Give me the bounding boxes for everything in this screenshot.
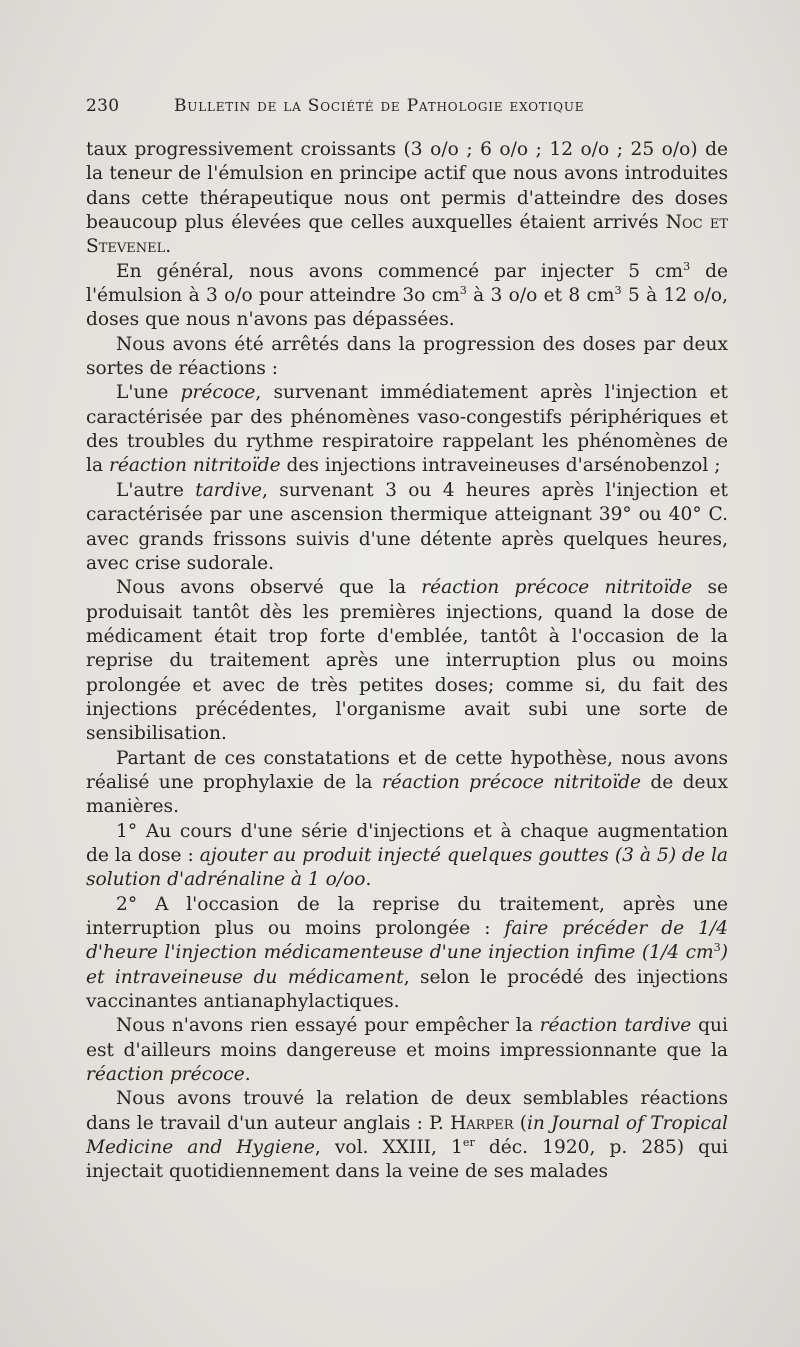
superscript: 3 [683,259,691,273]
paragraph-11 [86,1087,728,1184]
paragraph-7-text: de deux manières. [86,771,728,818]
paragraph-6-text: se produisait tantôt dès les premières injections, quand la dose de médicament était trop forte d'emblée, tantôt à l'occasion de la reprise du traitement après une interruption plus ou moins prolongée et avec de très petites doses; comme si, du fait des injections précédentes, l'organisme avait subi une sorte de sensibilisation. [86,577,728,745]
paragraph-1 [86,138,728,260]
paragraph-11-text: ( [513,1112,527,1134]
paragraph-3: Nous avons été arrêtés dans la progression des doses par deux sortes de réactions : [86,333,728,380]
italic-term: réaction tardive [539,1015,692,1037]
page-number: 230 [86,96,120,116]
superscript: 3 [459,283,467,297]
running-title: Bulletin de la Société de Pathologie exotique [174,96,585,116]
italic-instruction: ajouter au produit injecté quelques gouttes (3 à 5) de la solution d'adrénaline à 1 o/oo [86,844,728,891]
page-header [86,96,736,120]
paragraph-8-text: 1° Au cours d'une série d'injections et à chaque augmentation de la dose : [86,820,728,866]
paragraph-5-text: L'autre [116,479,196,501]
paragraph-9-text: 2° A l'occasion de la reprise du traitement, après une interruption plus ou moins prolongée : [86,893,728,939]
paragraph-2-text: 5 à 12 o/o, doses que nous n'avons pas dépassées. [86,285,728,331]
paragraph-6 [86,576,728,746]
paragraph-10-text: Nous n'avons rien essayé pour empêcher la [116,1015,540,1037]
italic-term: réaction précoce [86,1064,245,1086]
paragraph-4-text: , survenant immédiatement après l'injection et caractérisée par des phénomènes vaso-congestifs périphériques et des troubles du rythme respiratoire rappelant les phénomènes de la [86,382,728,477]
paragraph-9-text: , selon le procédé des injections vaccinantes antianaphylactiques. [86,966,728,1013]
italic-instruction: faire précéder de 1/4 d'heure l'injection médicamenteuse d'une injection infime (1/4 cm [86,918,728,964]
paragraph-2-text: En général, nous avons commencé par injecter 5 cm [116,260,684,282]
italic-instruction: ) et intraveineuse du médicament [86,942,728,988]
paragraph-5-text: , survenant 3 ou 4 heures après l'injection et caractérisée par une ascension thermique atteignant 39° ou 40° C. avec grands frissons suivis d'une détente après quelques heures, avec crise sudorale. [86,479,729,574]
paragraph-10-text: qui est d'ailleurs moins dangereuse et moins impressionnante que la [86,1015,728,1061]
paragraph-7-text: Partant de ces constatations et de cette hypothèse, nous avons réalisé une prophylaxie de la [86,747,728,793]
body-text [86,138,728,1185]
superscript: 3 [713,941,721,955]
paragraph-2-text: à 3 o/o et 8 cm [466,285,615,307]
superscript: er [462,1135,475,1149]
paragraph-1-end: . [165,236,172,258]
paragraph-4 [86,381,728,478]
author-name: Harper [450,1112,514,1134]
paragraph-11-text: déc. 1920, p. 285) qui injectait quotidiennement dans la veine de ses malades [86,1137,728,1183]
paragraph-11-text: Nous avons trouvé la relation de deux semblables réactions dans le travail d'un auteur anglais : P. [86,1088,728,1134]
paragraph-4-text: des injections intraveineuses d'arsénobenzol ; [280,455,721,477]
paragraph-8-text: . [365,869,372,891]
italic-term: réaction précoce nitritoïde [381,771,642,793]
superscript: 3 [614,283,622,297]
paragraph-9 [86,893,728,1015]
paragraph-10 [86,1014,728,1087]
paragraph-1-text: taux progressivement croissants (3 o/o ; 6 o/o ; 12 o/o ; 25 o/o) de la teneur de l'émulsion en principe actif que nous avons introduites dans cette thérapeutique nous ont permis d'atteindre des doses beaucoup plus élevées que celles auxquelles étaient arrivés [86,139,728,234]
journal-title: in Journal of Tropical Medicine and Hygiene [86,1112,728,1159]
paragraph-10-text: . [244,1064,251,1086]
paragraph-2-text: de l'émulsion à 3 o/o pour atteindre 3o cm [86,260,728,307]
paragraph-5 [86,479,728,576]
paragraph-8 [86,820,728,893]
italic-term: réaction précoce nitritoïde [421,577,693,599]
paragraph-2 [86,260,728,333]
italic-term: tardive [195,479,263,501]
paragraph-7 [86,747,728,820]
italic-term: précoce [180,382,256,404]
paragraph-6-text: Nous avons observé que la [116,577,422,599]
italic-term: réaction nitritoïde [108,455,281,477]
paragraph-4-text: L'une [116,382,181,404]
author-names: Noc et Stevenel [86,212,728,258]
paragraph-11-text: , vol. XXIII, 1 [314,1137,463,1159]
